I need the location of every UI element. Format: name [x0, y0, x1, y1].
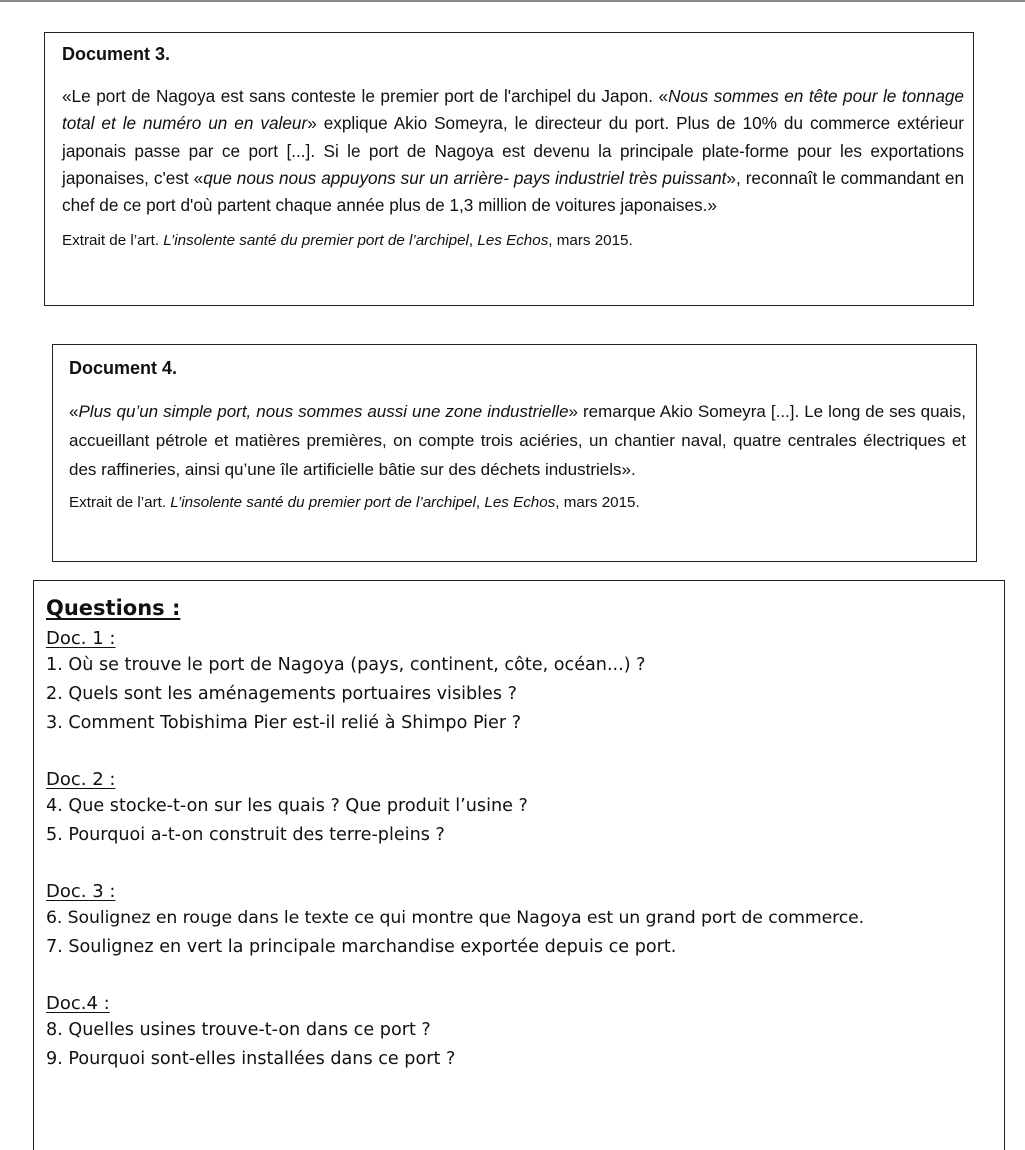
doc3-quote-2: que nous nous appuyons sur un arrière- pays industriel très puissant: [203, 167, 727, 188]
questions-section-doc3: [46, 880, 1004, 962]
document-3-source: [62, 231, 964, 251]
document-3-title: Document 3.: [62, 44, 171, 64]
document-4-title: Document 4.: [69, 358, 178, 378]
questions-box: [33, 580, 1005, 1150]
section-heading: Doc. 2 :: [46, 769, 116, 790]
doc3-source-publication: Les Echos: [477, 232, 549, 250]
section-heading: Doc.4 :: [46, 993, 110, 1014]
doc4-source-prefix: Extrait de l’art.: [69, 494, 171, 512]
document-4-source: [69, 493, 966, 513]
doc3-text-2: » explique Akio Someyra, le directeur du port. Plus de 10% du commerce extérieur japonais passe par ce port [...]. Si le port de Nagoya est devenu la principale plate-forme pour les exportations japonaises, c'est «: [62, 113, 964, 188]
doc4-source-publication: Les Echos: [484, 494, 556, 512]
section-heading: Doc. 1 :: [46, 628, 116, 649]
doc3-text-1: «Le port de Nagoya est sans conteste le premier port de l'archipel du Japon. «: [62, 86, 669, 106]
doc4-text-1: «: [69, 402, 79, 421]
document-4-box: [52, 344, 977, 562]
doc3-source-date: , mars 2015.: [548, 232, 633, 250]
question-item: 5. Pourquoi a-t-on construit des terre-pleins ?: [46, 825, 445, 845]
doc3-quote-1: Nous sommes en tête pour le tonnage total et le numéro un en valeur: [62, 86, 964, 134]
question-item: 9. Pourquoi sont-elles installées dans ce port ?: [46, 1049, 456, 1069]
doc3-source-prefix: Extrait de l’art.: [62, 232, 164, 250]
section-heading: Doc. 3 :: [46, 881, 116, 902]
question-item: 2. Quels sont les aménagements portuaires visibles ?: [46, 684, 517, 704]
question-item: 1. Où se trouve le port de Nagoya (pays, continent, côte, océan...) ?: [46, 655, 646, 675]
doc4-text-2: » remarque Akio Someyra [...]. Le long de ses quais, accueillant pétrole et matières premières, on compte trois aciéries, un chantier naval, quatre centrales électriques et des raffineries, ainsi qu’une île artificielle bâtie sur des déchets industriels».: [69, 402, 966, 479]
document-3-paragraph: [62, 83, 964, 219]
questions-section-doc4: [46, 992, 1004, 1074]
question-item: 8. Quelles usines trouve-t-on dans ce port ?: [46, 1020, 431, 1040]
question-item: 3. Comment Tobishima Pier est-il relié à Shimpo Pier ?: [46, 713, 522, 733]
doc3-source-sep: ,: [468, 232, 478, 250]
questions-title: Questions :: [46, 596, 181, 620]
question-item: 6. Soulignez en rouge dans le texte ce qui montre que Nagoya est un grand port de commerce.: [46, 908, 865, 928]
doc4-source-date: , mars 2015.: [555, 494, 640, 512]
doc3-text-3: », reconnaît le commandant en chef de ce port d'où partent chaque année plus de 1,3 million de voitures japonaises.»: [62, 167, 964, 216]
questions-section-doc2: [46, 768, 1004, 850]
doc3-source-article: L’insolente santé du premier port de l’archipel: [163, 232, 469, 250]
page-top-rule: [0, 0, 1025, 2]
doc4-source-article: L’insolente santé du premier port de l’archipel: [170, 494, 476, 512]
question-item: 4. Que stocke-t-on sur les quais ? Que produit l’usine ?: [46, 796, 528, 816]
document-4-paragraph: [69, 398, 966, 484]
question-item: 7. Soulignez en vert la principale marchandise exportée depuis ce port.: [46, 937, 677, 957]
document-3-box: [44, 32, 974, 306]
doc4-source-sep: ,: [475, 494, 485, 512]
questions-section-doc1: [46, 627, 1004, 738]
doc4-quote-1: Plus qu’un simple port, nous sommes aussi une zone industrielle: [78, 402, 569, 421]
